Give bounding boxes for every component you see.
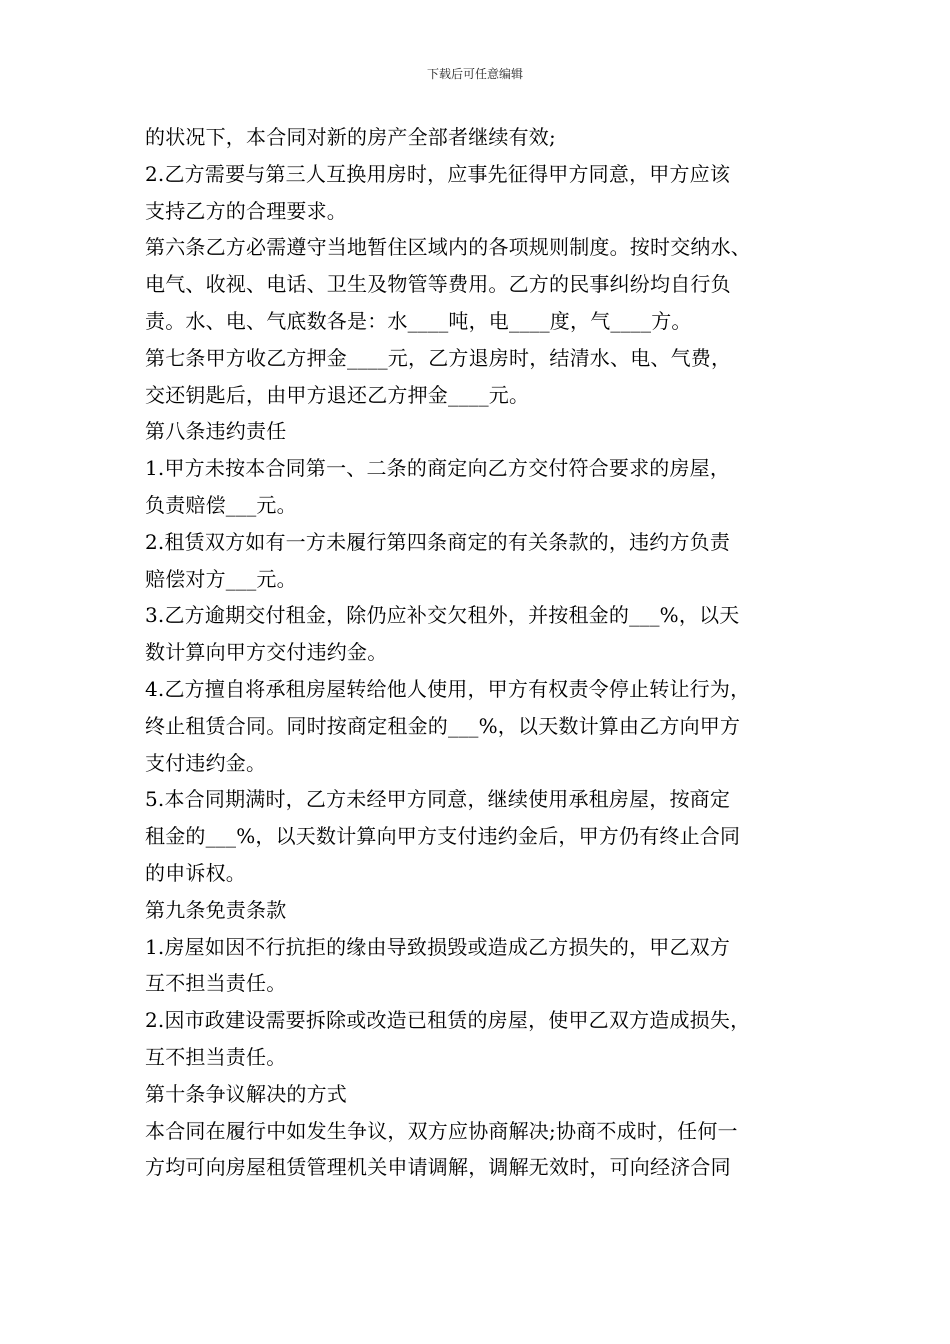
text-line: 1.房屋如因不行抗拒的缘由导致损毁或造成乙方损失的，甲乙双方 <box>145 934 731 959</box>
text-line: 互不担当责任。 <box>145 971 287 996</box>
text-line: 负责赔偿___元。 <box>145 492 297 517</box>
text-line: 的申诉权。 <box>145 860 246 885</box>
text-line: 赔偿对方___元。 <box>145 566 297 591</box>
text-line: 本合同在履行中如发生争议，双方应协商解决;协商不成时，任何一 <box>145 1118 738 1143</box>
section-heading: 第九条免责条款 <box>145 897 287 922</box>
text-line: 电气、收视、电话、卫生及物管等费用。乙方的民事纠纷均自行负 <box>145 272 731 297</box>
text-line: 终止租赁合同。同时按商定租金的___%，以天数计算由乙方向甲方 <box>145 713 741 738</box>
text-line: 2.租赁双方如有一方未履行第四条商定的有关条款的，违约方负责 <box>145 529 731 554</box>
text-line: 第六条乙方必需遵守当地暂住区域内的各项规则制度。按时交纳水、 <box>145 235 751 260</box>
text-line: 5.本合同期满时，乙方未经甲方同意，继续使用承租房屋，按商定 <box>145 787 731 812</box>
text-line: 的状况下，本合同对新的房产全部者继续有效; <box>145 125 556 149</box>
text-line: 1.甲方未按本合同第一、二条的商定向乙方交付符合要求的房屋， <box>145 456 731 481</box>
text-line: 支付违约金。 <box>145 750 267 775</box>
text-line: 4.乙方擅自将承租房屋转给他人使用，甲方有权责令停止转让行为， <box>145 676 751 701</box>
text-line: 2.乙方需要与第三人互换用房时，应事先征得甲方同意，甲方应该 <box>145 161 731 186</box>
document-body <box>145 119 817 1186</box>
section-heading: 第十条争议解决的方式 <box>145 1081 347 1106</box>
page-header-note: 下载后可任意编辑 <box>426 67 523 81</box>
section-heading: 第八条违约责任 <box>145 419 287 444</box>
text-line: 2.因市政建设需要拆除或改造已租赁的房屋，使甲乙双方造成损失， <box>145 1008 751 1033</box>
text-line: 第七条甲方收乙方押金____元，乙方退房时，结清水、电、气费， <box>145 345 732 370</box>
text-line: 3.乙方逾期交付租金，除仍应补交欠租外，并按租金的___%，以天 <box>145 603 740 628</box>
text-line: 支持乙方的合理要求。 <box>145 198 347 223</box>
text-line: 互不担当责任。 <box>145 1044 287 1069</box>
text-line: 数计算向甲方交付违约金。 <box>145 640 388 665</box>
text-line: 责。水、电、气底数各是：水____吨，电____度，气____方。 <box>145 308 692 333</box>
text-line: 交还钥匙后，由甲方退还乙方押金____元。 <box>145 382 530 407</box>
text-line: 方均可向房屋租赁管理机关申请调解，调解无效时，可向经济合同 <box>145 1155 731 1180</box>
text-line: 租金的___%，以天数计算向甲方支付违约金后，甲方仍有终止合同 <box>145 824 741 849</box>
